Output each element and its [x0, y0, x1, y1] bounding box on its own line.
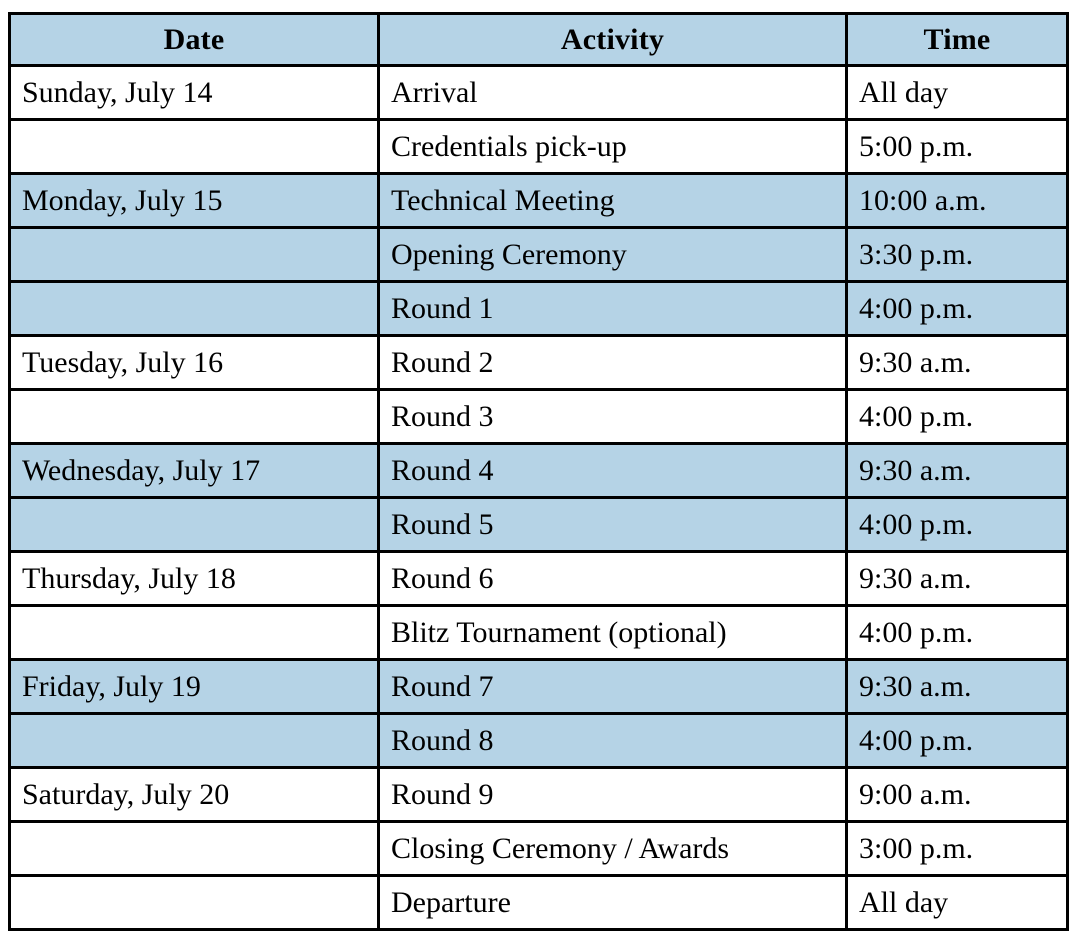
- table-row: [10, 336, 1068, 390]
- table-row: [10, 768, 1068, 822]
- cell-time: 4:00 p.m.: [847, 714, 1068, 768]
- table-body: [10, 66, 1068, 930]
- cell-activity: Departure: [379, 876, 847, 930]
- cell-activity: Round 6: [379, 552, 847, 606]
- cell-time: 5:00 p.m.: [847, 120, 1068, 174]
- cell-activity: Blitz Tournament (optional): [379, 606, 847, 660]
- table-row: [10, 390, 1068, 444]
- cell-time: 9:30 a.m.: [847, 660, 1068, 714]
- table-row: [10, 660, 1068, 714]
- cell-activity: Round 1: [379, 282, 847, 336]
- column-header-date: Date: [10, 14, 379, 66]
- cell-date: Saturday, July 20: [10, 768, 379, 822]
- cell-date: Tuesday, July 16: [10, 336, 379, 390]
- cell-activity: Opening Ceremony: [379, 228, 847, 282]
- cell-time: 4:00 p.m.: [847, 498, 1068, 552]
- table-row: [10, 552, 1068, 606]
- cell-activity: Round 5: [379, 498, 847, 552]
- cell-time: 4:00 p.m.: [847, 390, 1068, 444]
- cell-activity: Round 9: [379, 768, 847, 822]
- cell-date: [10, 282, 379, 336]
- table-row: [10, 228, 1068, 282]
- cell-date: [10, 606, 379, 660]
- cell-activity: Credentials pick-up: [379, 120, 847, 174]
- schedule-table-container: [8, 12, 1066, 925]
- table-row: [10, 876, 1068, 930]
- cell-date: Sunday, July 14: [10, 66, 379, 120]
- cell-time: 3:30 p.m.: [847, 228, 1068, 282]
- cell-time: 3:00 p.m.: [847, 822, 1068, 876]
- cell-activity: Closing Ceremony / Awards: [379, 822, 847, 876]
- cell-time: 9:30 a.m.: [847, 444, 1068, 498]
- table-header-row: [10, 14, 1068, 66]
- table-row: [10, 120, 1068, 174]
- table-row: [10, 282, 1068, 336]
- cell-activity: Round 8: [379, 714, 847, 768]
- cell-time: 4:00 p.m.: [847, 282, 1068, 336]
- table-row: [10, 174, 1068, 228]
- cell-date: [10, 498, 379, 552]
- column-header-activity: Activity: [379, 14, 847, 66]
- cell-date: Thursday, July 18: [10, 552, 379, 606]
- cell-date: [10, 876, 379, 930]
- table-row: [10, 714, 1068, 768]
- cell-activity: Round 7: [379, 660, 847, 714]
- column-header-time: Time: [847, 14, 1068, 66]
- table-row: [10, 822, 1068, 876]
- table-row: [10, 444, 1068, 498]
- cell-activity: Round 4: [379, 444, 847, 498]
- tournament-schedule-table: [8, 12, 1069, 931]
- cell-date: [10, 228, 379, 282]
- table-row: [10, 66, 1068, 120]
- cell-time: All day: [847, 876, 1068, 930]
- cell-time: All day: [847, 66, 1068, 120]
- table-header: [10, 14, 1068, 66]
- cell-time: 9:30 a.m.: [847, 336, 1068, 390]
- cell-activity: Round 2: [379, 336, 847, 390]
- cell-time: 9:00 a.m.: [847, 768, 1068, 822]
- cell-date: [10, 822, 379, 876]
- table-row: [10, 498, 1068, 552]
- cell-date: [10, 390, 379, 444]
- cell-date: Monday, July 15: [10, 174, 379, 228]
- cell-date: [10, 714, 379, 768]
- cell-date: Friday, July 19: [10, 660, 379, 714]
- table-row: [10, 606, 1068, 660]
- cell-time: 10:00 a.m.: [847, 174, 1068, 228]
- cell-activity: Round 3: [379, 390, 847, 444]
- cell-time: 9:30 a.m.: [847, 552, 1068, 606]
- cell-activity: Technical Meeting: [379, 174, 847, 228]
- cell-date: [10, 120, 379, 174]
- cell-time: 4:00 p.m.: [847, 606, 1068, 660]
- cell-date: Wednesday, July 17: [10, 444, 379, 498]
- cell-activity: Arrival: [379, 66, 847, 120]
